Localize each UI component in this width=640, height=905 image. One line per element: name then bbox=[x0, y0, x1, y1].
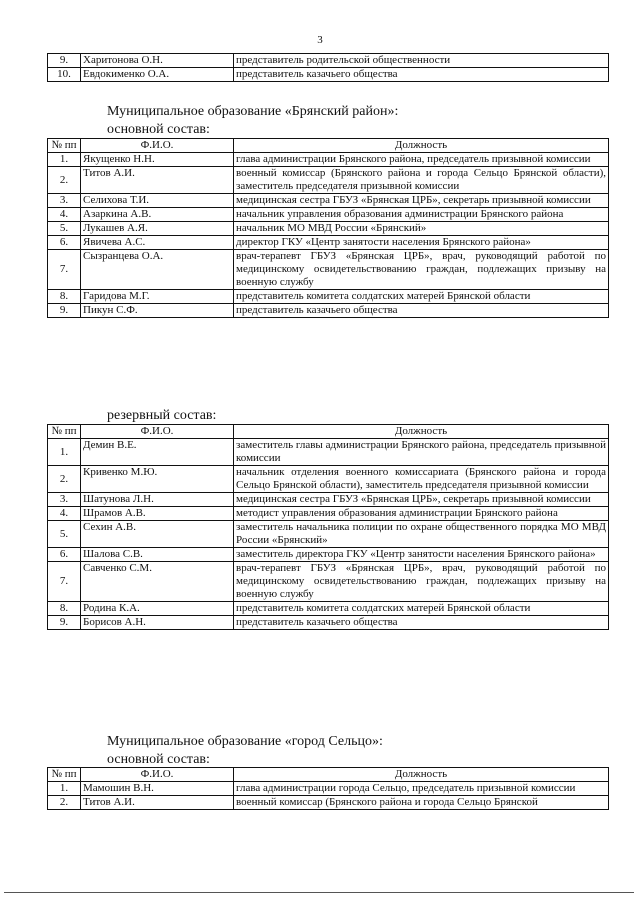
row-position: врач-терапевт ГБУЗ «Брянская ЦРБ», врач, руководящий работой по медицинскому освидетельствованию граждан, подлежащих призыву на военную службу bbox=[234, 250, 609, 290]
row-position: военный комиссар (Брянского района и города Сельцо Брянской области), заместитель председателя призывной комиссии bbox=[234, 167, 609, 194]
row-name: Родина К.А. bbox=[81, 602, 234, 616]
row-name: Шатунова Л.Н. bbox=[81, 493, 234, 507]
row-name: Харитонова О.Н. bbox=[81, 54, 234, 68]
table-row bbox=[48, 562, 609, 602]
row-number: 5. bbox=[48, 222, 81, 236]
table-row bbox=[48, 194, 609, 208]
row-position: представитель родительской общественности bbox=[234, 54, 609, 68]
row-name: Лукашев А.Я. bbox=[81, 222, 234, 236]
row-position: методист управления образования администрации Брянского района bbox=[234, 507, 609, 521]
header-num: № пп bbox=[48, 425, 81, 439]
table-header-row bbox=[48, 768, 609, 782]
section-subtitle-main-seltso: основной состав: bbox=[107, 752, 210, 767]
table-row bbox=[48, 548, 609, 562]
row-number: 6. bbox=[48, 548, 81, 562]
row-name: Титов А.И. bbox=[81, 167, 234, 194]
table-row bbox=[48, 54, 609, 68]
row-number: 7. bbox=[48, 562, 81, 602]
row-name: Селихова Т.И. bbox=[81, 194, 234, 208]
row-number: 9. bbox=[48, 616, 81, 630]
section-title-seltso: Муниципальное образование «город Сельцо»: bbox=[107, 734, 383, 749]
row-number: 10. bbox=[48, 68, 81, 82]
header-position: Должность bbox=[234, 425, 609, 439]
table-seltso-main bbox=[47, 767, 609, 810]
table-row bbox=[48, 68, 609, 82]
table-row bbox=[48, 602, 609, 616]
row-number: 6. bbox=[48, 236, 81, 250]
row-number: 4. bbox=[48, 507, 81, 521]
header-num: № пп bbox=[48, 139, 81, 153]
row-name: Демин В.Е. bbox=[81, 439, 234, 466]
row-position: медицинская сестра ГБУЗ «Брянская ЦРБ», секретарь призывной комиссии bbox=[234, 493, 609, 507]
table-row bbox=[48, 250, 609, 290]
table-body bbox=[48, 782, 609, 810]
row-name: Шрамов А.В. bbox=[81, 507, 234, 521]
row-position: глава администрации города Сельцо, председатель призывной комиссии bbox=[234, 782, 609, 796]
header-fio: Ф.И.О. bbox=[81, 139, 234, 153]
row-number: 7. bbox=[48, 250, 81, 290]
row-number: 3. bbox=[48, 493, 81, 507]
row-position: глава администрации Брянского района, председатель призывной комиссии bbox=[234, 153, 609, 167]
table-bryansk-reserve bbox=[47, 424, 609, 630]
row-number: 8. bbox=[48, 602, 81, 616]
table-row bbox=[48, 616, 609, 630]
row-position: начальник управления образования администрации Брянского района bbox=[234, 208, 609, 222]
row-name: Гаридова М.Г. bbox=[81, 290, 234, 304]
row-position: директор ГКУ «Центр занятости населения Брянского района» bbox=[234, 236, 609, 250]
header-fio: Ф.И.О. bbox=[81, 768, 234, 782]
table-row bbox=[48, 236, 609, 250]
section-subtitle-main: основной состав: bbox=[107, 122, 210, 137]
table-row bbox=[48, 493, 609, 507]
table-row bbox=[48, 796, 609, 810]
row-number: 2. bbox=[48, 167, 81, 194]
row-position: представитель казачьего общества bbox=[234, 616, 609, 630]
page-number: 3 bbox=[317, 34, 323, 46]
row-number: 1. bbox=[48, 439, 81, 466]
header-position: Должность bbox=[234, 139, 609, 153]
section-subtitle-reserve: резервный состав: bbox=[107, 408, 217, 423]
row-number: 9. bbox=[48, 54, 81, 68]
table-row bbox=[48, 208, 609, 222]
row-name: Якущенко Н.Н. bbox=[81, 153, 234, 167]
row-position: заместитель главы администрации Брянского района, председатель призывной комиссии bbox=[234, 439, 609, 466]
table-body bbox=[48, 153, 609, 318]
row-position: заместитель начальника полиции по охране общественного порядка МО МВД России «Брянский» bbox=[234, 521, 609, 548]
row-name: Титов А.И. bbox=[81, 796, 234, 810]
row-number: 9. bbox=[48, 304, 81, 318]
row-position: заместитель директора ГКУ «Центр занятости населения Брянского района» bbox=[234, 548, 609, 562]
table-row bbox=[48, 153, 609, 167]
table-row bbox=[48, 222, 609, 236]
table-body bbox=[48, 439, 609, 630]
row-position: начальник отделения военного комиссариата (Брянского района и города Сельцо Брянской области), заместитель председателя призывной комиссии bbox=[234, 466, 609, 493]
header-position: Должность bbox=[234, 768, 609, 782]
row-position: представитель комитета солдатских матерей Брянской области bbox=[234, 602, 609, 616]
row-position: представитель казачьего общества bbox=[234, 68, 609, 82]
row-name: Шалова С.В. bbox=[81, 548, 234, 562]
row-number: 2. bbox=[48, 796, 81, 810]
row-number: 4. bbox=[48, 208, 81, 222]
row-name: Мамошин В.Н. bbox=[81, 782, 234, 796]
table-header-row bbox=[48, 425, 609, 439]
table-row bbox=[48, 304, 609, 318]
table-row bbox=[48, 521, 609, 548]
row-number: 1. bbox=[48, 153, 81, 167]
page-bottom-divider bbox=[4, 892, 634, 893]
section-title-bryansk-district: Муниципальное образование «Брянский район»: bbox=[107, 104, 399, 119]
table-bryansk-main bbox=[47, 138, 609, 318]
row-name: Кривенко М.Ю. bbox=[81, 466, 234, 493]
table-row bbox=[48, 167, 609, 194]
row-number: 1. bbox=[48, 782, 81, 796]
row-position: представитель комитета солдатских матерей Брянской области bbox=[234, 290, 609, 304]
table-row bbox=[48, 782, 609, 796]
row-number: 2. bbox=[48, 466, 81, 493]
row-name: Сызранцева О.А. bbox=[81, 250, 234, 290]
header-fio: Ф.И.О. bbox=[81, 425, 234, 439]
table-header-row bbox=[48, 139, 609, 153]
table-row bbox=[48, 507, 609, 521]
row-name: Борисов А.Н. bbox=[81, 616, 234, 630]
row-position: врач-терапевт ГБУЗ «Брянская ЦРБ», врач, руководящий работой по медицинскому освидетельствованию граждан, подлежащих призыву на военную службу bbox=[234, 562, 609, 602]
table-continuation bbox=[47, 53, 609, 82]
row-name: Явичева А.С. bbox=[81, 236, 234, 250]
row-position: военный комиссар (Брянского района и города Сельцо Брянской bbox=[234, 796, 609, 810]
row-position: начальник МО МВД России «Брянский» bbox=[234, 222, 609, 236]
table-row bbox=[48, 439, 609, 466]
table-row bbox=[48, 290, 609, 304]
row-number: 5. bbox=[48, 521, 81, 548]
row-name: Савченко С.М. bbox=[81, 562, 234, 602]
row-name: Пикун С.Ф. bbox=[81, 304, 234, 318]
row-number: 8. bbox=[48, 290, 81, 304]
row-name: Азаркина А.В. bbox=[81, 208, 234, 222]
table-row bbox=[48, 466, 609, 493]
header-num: № пп bbox=[48, 768, 81, 782]
row-number: 3. bbox=[48, 194, 81, 208]
row-name: Евдокименко О.А. bbox=[81, 68, 234, 82]
table-body bbox=[48, 54, 609, 82]
row-position: представитель казачьего общества bbox=[234, 304, 609, 318]
row-name: Сехин А.В. bbox=[81, 521, 234, 548]
row-position: медицинская сестра ГБУЗ «Брянская ЦРБ», секретарь призывной комиссии bbox=[234, 194, 609, 208]
